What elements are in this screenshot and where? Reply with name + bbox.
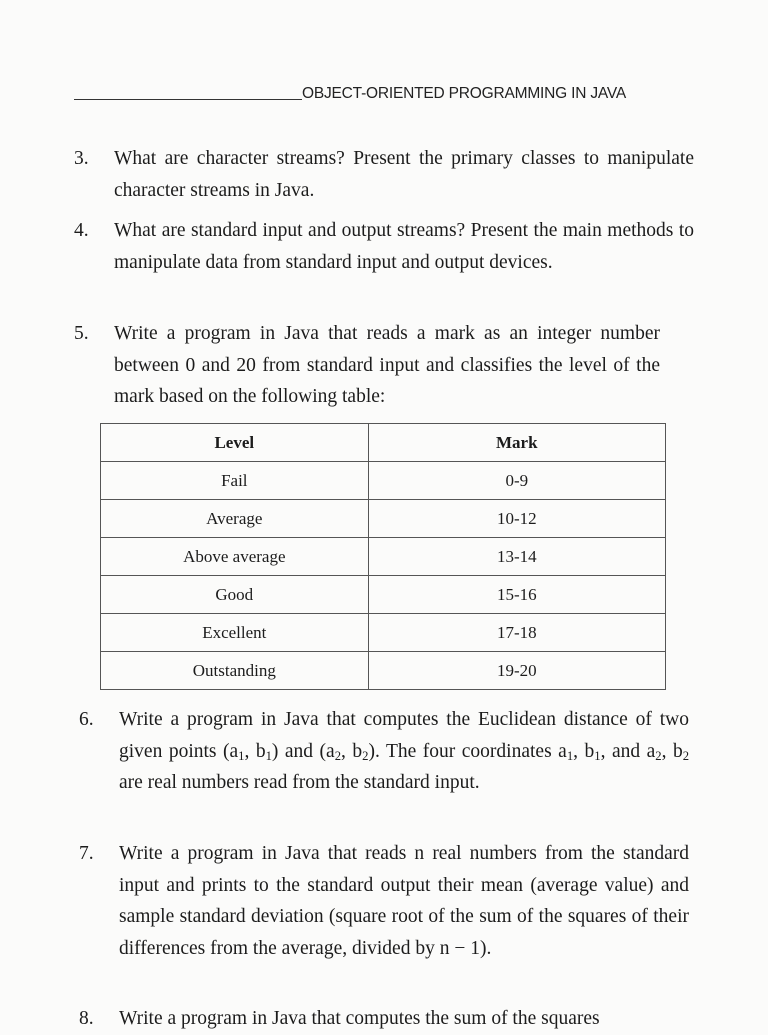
- subscript: 1: [265, 748, 272, 763]
- text-run: , b: [244, 740, 266, 762]
- question-text: What are standard input and output streams? Present the main methods to manipulate data from standard input and output devices.: [114, 220, 694, 273]
- subscript: 2: [655, 748, 662, 763]
- subscript: 2: [682, 748, 690, 763]
- question-3: [74, 143, 694, 206]
- table-row: [101, 652, 666, 690]
- question-text: What are character streams? Present the primary classes to manipulate character streams in Java.: [114, 148, 694, 201]
- text-run: ). The four coordinates a: [368, 740, 567, 762]
- question-text: Write a program in Java that computes the sum of the squares: [119, 1008, 600, 1029]
- subscript: 1: [594, 748, 601, 763]
- table-row: [101, 538, 666, 576]
- text-run: , b: [573, 740, 595, 762]
- mark-cell: 10-12: [368, 500, 665, 538]
- question-6: [79, 704, 699, 799]
- question-number: 8.: [79, 1008, 94, 1029]
- text-run: , and a: [600, 740, 656, 762]
- question-text: Write a program in Java that reads a mark as an integer number between 0 and 20 from standard input and classifies the level of the mark based on the following table:: [114, 323, 660, 407]
- level-cell: Average: [101, 500, 369, 538]
- question-7: [79, 838, 699, 964]
- text-run: , b: [661, 740, 683, 762]
- subscript: 1: [238, 748, 245, 763]
- text-run: are real numbers read from the standard input.: [119, 772, 480, 793]
- subscript: 2: [334, 748, 342, 763]
- table-row: [101, 576, 666, 614]
- table-row: [101, 500, 666, 538]
- mark-cell: 17-18: [368, 614, 665, 652]
- text-run: , b: [341, 740, 363, 762]
- table-row: [101, 614, 666, 652]
- running-header: [74, 85, 686, 103]
- mark-cell: 15-16: [368, 576, 665, 614]
- running-title: OBJECT-ORIENTED PROGRAMMING IN JAVA: [302, 85, 626, 102]
- level-cell: Outstanding: [101, 652, 369, 690]
- text-run: Write a program in Java that computes the Euclidean distance of two given points (a: [119, 709, 689, 762]
- question-8: [79, 1003, 699, 1035]
- text-run: ) and (a: [271, 740, 335, 762]
- question-number: 5.: [74, 323, 89, 344]
- question-text: [119, 704, 689, 799]
- table-row: [101, 462, 666, 500]
- mark-cell: 0-9: [368, 462, 665, 500]
- level-cell: Excellent: [101, 614, 369, 652]
- table-header-row: [101, 424, 666, 462]
- question-5: [74, 318, 694, 413]
- column-header-level: Level: [101, 424, 369, 462]
- question-text: Write a program in Java that reads n real numbers from the standard input and prints to the standard output their mean (average value) and sample standard deviation (square root of the sum of the squares of their differences from the average, divided by n − 1).: [119, 843, 689, 959]
- question-number: 4.: [74, 220, 89, 241]
- question-number: 3.: [74, 148, 89, 169]
- header-rule: [74, 99, 302, 100]
- mark-level-table: [100, 423, 666, 690]
- level-cell: Good: [101, 576, 369, 614]
- question-number: 7.: [79, 843, 94, 864]
- subscript: 1: [566, 748, 574, 763]
- question-4: [74, 215, 694, 278]
- level-cell: Above average: [101, 538, 369, 576]
- question-number: 6.: [79, 709, 94, 730]
- level-cell: Fail: [101, 462, 369, 500]
- column-header-mark: Mark: [368, 424, 665, 462]
- mark-cell: 13-14: [368, 538, 665, 576]
- mark-cell: 19-20: [368, 652, 665, 690]
- subscript: 2: [362, 748, 369, 763]
